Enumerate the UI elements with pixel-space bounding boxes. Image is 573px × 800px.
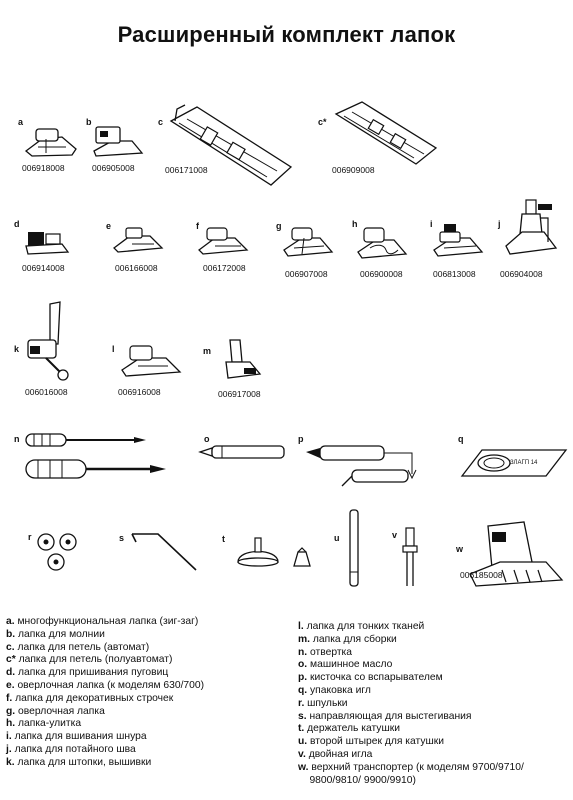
- legend-key: s.: [298, 710, 307, 722]
- legend-text: направляющая для выстегивания: [306, 710, 472, 722]
- legend-row: [6, 706, 204, 719]
- legend-key: t.: [298, 723, 305, 735]
- legend-right: [298, 621, 524, 787]
- legend-key: o.: [298, 659, 308, 671]
- legend-row: [298, 736, 524, 749]
- legend-key: w.: [298, 761, 309, 773]
- legend-text: оверлочная лапка: [15, 705, 105, 717]
- legend-key: v.: [298, 748, 306, 760]
- legend-key: i.: [6, 731, 12, 743]
- legend-row: [298, 647, 524, 660]
- legend-row: [6, 757, 204, 770]
- legend-text: упаковка игл: [307, 684, 371, 696]
- foot-i-illustration: [430, 222, 486, 262]
- legend-text: кисточка со вспарывателем: [307, 672, 443, 684]
- foot-m-illustration: [220, 336, 268, 384]
- legend-row: [298, 621, 524, 634]
- legend-text: лапка для молнии: [15, 628, 105, 640]
- item-code: 006918008: [22, 163, 65, 173]
- legend-key: l.: [298, 621, 304, 632]
- item-letter: g: [276, 221, 282, 231]
- item-letter: o: [204, 434, 210, 444]
- item-letter: i: [430, 219, 433, 229]
- legend-key: c.: [6, 641, 15, 653]
- item-code: 006907008: [285, 269, 328, 279]
- legend-row: [298, 711, 524, 724]
- legend-left: [6, 616, 204, 770]
- legend-text: лапка для петель (автомат): [14, 641, 150, 653]
- legend-key: g.: [6, 705, 16, 717]
- legend-row: [6, 693, 204, 706]
- item-code: 006166008: [115, 263, 158, 273]
- legend-text: двойная игла: [305, 748, 373, 760]
- item-code: 006914008: [22, 263, 65, 273]
- item-code: 006916008: [118, 387, 161, 397]
- item-code: 006016008: [25, 387, 68, 397]
- screwdriver-illustration: [24, 430, 174, 492]
- legend-text: второй штырек для катушки: [307, 736, 445, 748]
- item-letter: m: [203, 346, 212, 356]
- item-letter: e: [106, 221, 112, 231]
- item-letter: l: [112, 344, 115, 354]
- legend-row: [6, 744, 204, 757]
- legend-text: лапка для петель (полуавтомат): [15, 654, 173, 666]
- legend-text: отвертка: [307, 646, 352, 658]
- foot-k-illustration: [20, 300, 76, 382]
- legend-text: лапка для штопки, вышивки: [14, 756, 152, 768]
- item-code: 006172008: [203, 263, 246, 273]
- item-letter: j: [498, 219, 501, 229]
- legend-key: n.: [298, 646, 308, 658]
- item-code: 006185008: [460, 570, 503, 580]
- legend-text: лапка для декоративных строчек: [12, 692, 174, 704]
- item-code: 006904008: [500, 269, 543, 279]
- item-letter: d: [14, 219, 20, 229]
- legend-row: [298, 775, 524, 788]
- legend-key: r.: [298, 697, 305, 709]
- legend-row: [298, 685, 524, 698]
- item-letter: p: [298, 434, 304, 444]
- legend-row: [298, 659, 524, 672]
- item-letter: q: [458, 434, 464, 444]
- legend-key: m.: [298, 633, 311, 645]
- legend-row: [298, 723, 524, 736]
- legend-row: [6, 667, 204, 680]
- legend-text: шпульки: [304, 697, 348, 709]
- item-letter: r: [28, 532, 32, 542]
- legend-key: j.: [6, 743, 12, 755]
- foot-c-star-illustration: [330, 100, 440, 170]
- legend-row: [298, 698, 524, 711]
- legend-text: держатель катушки: [304, 723, 400, 735]
- foot-c-illustration: [163, 103, 295, 191]
- item-code: 006917008: [218, 389, 261, 399]
- foot-l-illustration: [118, 344, 184, 380]
- legend-key: k.: [6, 756, 15, 768]
- oil-bottle-illustration: [196, 440, 290, 464]
- legend-key: d.: [6, 667, 16, 679]
- item-letter: w: [456, 544, 464, 554]
- foot-f-illustration: [195, 226, 251, 258]
- legend-text: лапка для пришивания пуговиц: [15, 667, 169, 679]
- legend-key: f.: [6, 692, 13, 704]
- item-code: 006900008: [360, 269, 403, 279]
- legend-key: h.: [6, 718, 16, 730]
- legend-row: [6, 731, 204, 744]
- spool-holder-illustration: [228, 524, 318, 572]
- foot-g-illustration: [280, 226, 336, 260]
- legend-text: 9800/9810/ 9900/9910): [298, 774, 416, 786]
- legend-text: лапка для потайного шва: [11, 743, 136, 755]
- legend-row: [6, 629, 204, 642]
- legend-key: c*: [6, 654, 16, 666]
- legend-text: лапка-улитка: [15, 718, 82, 730]
- foot-e-illustration: [110, 226, 166, 256]
- walking-foot-illustration: [462, 518, 566, 592]
- foot-j-illustration: [500, 198, 560, 264]
- item-code: 006171008: [165, 165, 208, 175]
- legend-text: верхний транспортер (к моделям 9700/9710/: [308, 761, 524, 773]
- legend-text: оверлочная лапка (к моделям 630/700): [14, 679, 205, 691]
- item-code: 006813008: [433, 269, 476, 279]
- legend-key: e.: [6, 679, 15, 691]
- legend-text: лапка для сборки: [310, 633, 397, 645]
- needle-pack-label: ЗЛАГП 14: [510, 460, 538, 466]
- foot-a-illustration: [22, 125, 82, 161]
- item-code: 006905008: [92, 163, 135, 173]
- legend-key: a.: [6, 616, 15, 627]
- item-letter: v: [392, 530, 398, 540]
- legend-text: лапка для тонких тканей: [303, 621, 425, 632]
- twin-needle-illustration: [398, 526, 422, 592]
- spool-pin-illustration: [346, 508, 362, 590]
- item-letter: a: [18, 117, 24, 127]
- item-letter: f: [196, 221, 199, 231]
- item-letter: b: [86, 117, 92, 127]
- legend-text: машинное масло: [307, 659, 393, 671]
- brush-seam-ripper-illustration: [302, 438, 418, 492]
- page-title: Расширенный комплект лапок: [117, 22, 456, 47]
- legend-row: [6, 680, 204, 693]
- legend-row: [6, 654, 204, 667]
- item-letter: t: [222, 534, 225, 544]
- legend-text: лапка для вшивания шнура: [11, 731, 147, 743]
- quilting-guide-illustration: [126, 528, 202, 576]
- legend-row: [298, 634, 524, 647]
- legend-row: [298, 749, 524, 762]
- foot-b-illustration: [88, 123, 148, 161]
- legend-row: [6, 642, 204, 655]
- legend-key: b.: [6, 628, 16, 640]
- item-letter: n: [14, 434, 20, 444]
- foot-h-illustration: [354, 226, 410, 262]
- legend-text: многофункциональная лапка (зиг-заг): [14, 616, 199, 627]
- item-letter: s: [119, 533, 125, 543]
- item-letter: c: [158, 117, 164, 127]
- item-letter: u: [334, 533, 340, 543]
- item-letter: k: [14, 344, 20, 354]
- item-letter: h: [352, 219, 358, 229]
- legend-key: p.: [298, 672, 308, 684]
- item-letter: c*: [318, 117, 327, 127]
- legend-key: q.: [298, 684, 308, 696]
- legend-row: [298, 672, 524, 685]
- legend-row: [6, 718, 204, 731]
- bobbins-illustration: [32, 530, 82, 574]
- legend-key: u.: [298, 736, 308, 748]
- foot-d-illustration: [22, 226, 72, 258]
- legend-row: [298, 762, 524, 775]
- item-code: 006909008: [332, 165, 375, 175]
- legend-row: [6, 616, 204, 629]
